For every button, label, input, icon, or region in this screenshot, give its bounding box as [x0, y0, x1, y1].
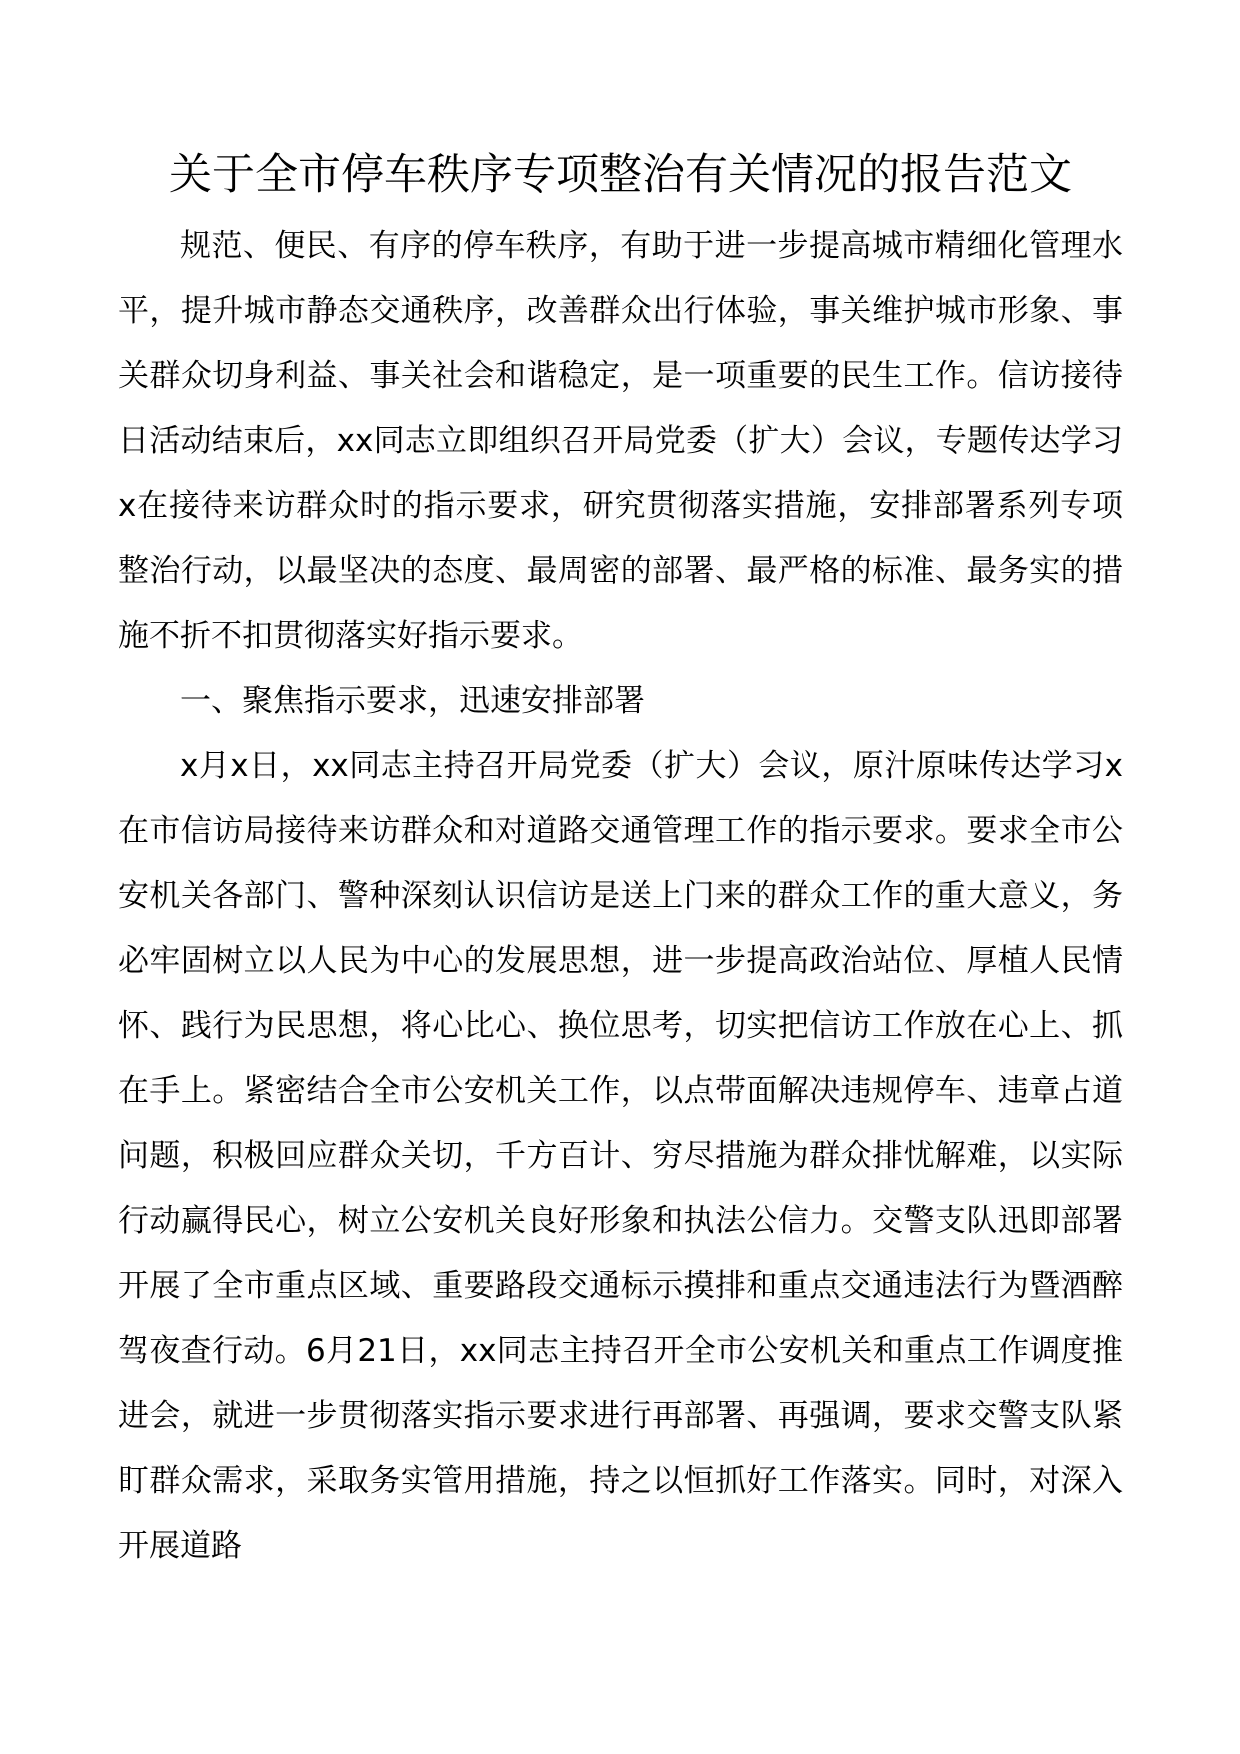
intro-paragraph: 规范、便民、有序的停车秩序，有助于进一步提高城市精细化管理水平，提升城市静态交通秩序，改善群众出行体验，事关维护城市形象、事关群众切身利益、事关社会和谐稳定，是一项重要的民生工作。信访接待日活动结束后，xx同志立即组织召开局党委（扩大）会议，专题传达学习x在接待来访群众时的指示要求，研究贯彻落实措施，安排部署系列专项整治行动，以最坚决的态度、最周密的部署、最严格的标准、最务实的措施不折不扣贯彻落实好指示要求。	[118, 228, 1123, 654]
document-title: 关于全市停车秩序专项整治有关情况的报告范文	[169, 150, 1072, 200]
section-paragraph: x月x日，xx同志主持召开局党委（扩大）会议，原汁原味传达学习x在市信访局接待来访群众和对道路交通管理工作的指示要求。要求全市公安机关各部门、警种深刻认识信访是送上门来的群众工作的重大意义，务必牢固树立以人民为中心的发展思想，进一步提高政治站位、厚植人民情怀、践行为民思想，将心比心、换位思考，切实把信访工作放在心上、抓在手上。紧密结合全市公安机关工作，以点带面解决违规停车、违章占道问题，积极回应群众关切，千方百计、穷尽措施为群众排忧解难，以实际行动赢得民心，树立公安机关良好形象和执法公信力。交警支队迅即部署开展了全市重点区域、重要路段交通标示摸排和重点交通违法行为暨酒醉驾夜查行动。6月21日，xx同志主持召开全市公安机关和重点工作调度推进会，就进一步贯彻落实指示要求进行再部署、再强调，要求交警支队紧盯群众需求，采取务实管用措施，持之以恒抓好工作落实。同时，对深入开展道路	[118, 748, 1123, 1564]
document-body	[118, 140, 1123, 1579]
section-heading: 一、聚焦指示要求，迅速安排部署	[180, 683, 645, 719]
